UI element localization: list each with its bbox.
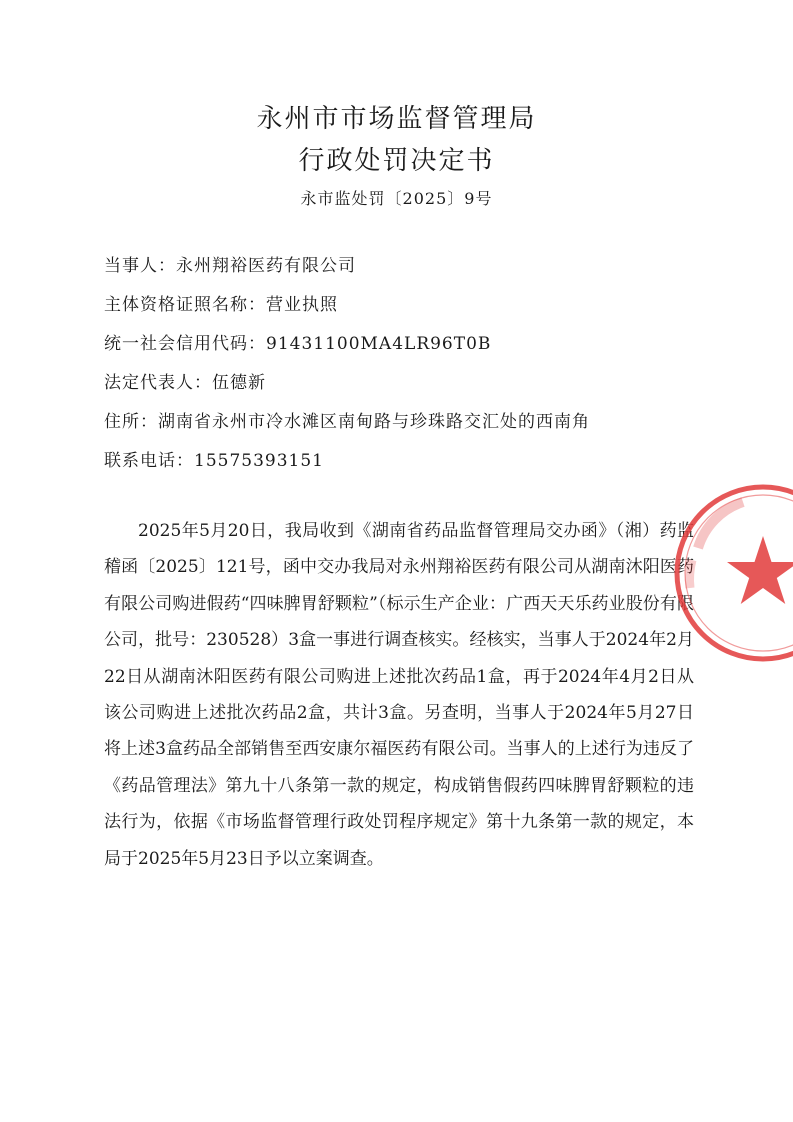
issuing-authority: 永州市市场监督管理局 — [256, 104, 537, 134]
credit-code-row — [104, 332, 744, 371]
phone-row — [104, 449, 744, 488]
document-number: 永市监处罚〔2025〕9号 — [300, 189, 493, 208]
field-value: 湖南省永州市冷水滩区南甸路与珍珠路交汇处的西南角 — [158, 412, 590, 432]
official-seal-icon — [668, 478, 793, 668]
field-label: 当事人： — [104, 256, 176, 276]
party-info — [104, 254, 744, 488]
field-label: 统一社会信用代码： — [104, 334, 266, 354]
document-type: 行政处罚决定书 — [298, 146, 495, 176]
field-value: 伍德新 — [212, 373, 266, 393]
field-label: 联系电话： — [104, 451, 194, 471]
field-value: 91431100MA4LR96T0B — [266, 334, 492, 354]
field-label: 主体资格证照名称： — [104, 295, 266, 315]
field-value: 营业执照 — [266, 295, 338, 315]
field-label: 住所： — [104, 412, 158, 432]
license-type-row — [104, 293, 744, 332]
field-value: 15575393151 — [194, 451, 324, 471]
party-name-row — [104, 254, 744, 293]
address-row — [104, 410, 744, 449]
legal-rep-row — [104, 371, 744, 410]
field-label: 法定代表人： — [104, 373, 212, 393]
case-facts-paragraph: 2025年5月20日，我局收到《湖南省药品监督管理局交办函》（湘）药监稽函〔2025〕121号，函中交办我局对永州翔裕医药有限公司从湖南沐阳医药有限公司购进假药“四味脾胃舒颗粒”（标示生产企业：广西天天乐药业股份有限公司，批号：230528）3盒一事进行调查核实。经核实，当事人于2024年2月22日从湖南沐阳医药有限公司购进上述批次药品1盒，再于2024年4月2日从该公司购进上述批次药品2盒，共计3盒。另查明，当事人于2024年5月27日将上述3盒药品全部销售至西安康尔福医药有限公司。当事人的上述行为违反了《药品管理法》第九十八条第一款的规定，构成销售假药四味脾胃舒颗粒的违法行为，依据《市场监督管理行政处罚程序规定》第十九条第一款的规定，本局于2025年5月23日予以立案调查。 — [104, 521, 694, 869]
field-value: 永州翔裕医药有限公司 — [176, 256, 356, 276]
